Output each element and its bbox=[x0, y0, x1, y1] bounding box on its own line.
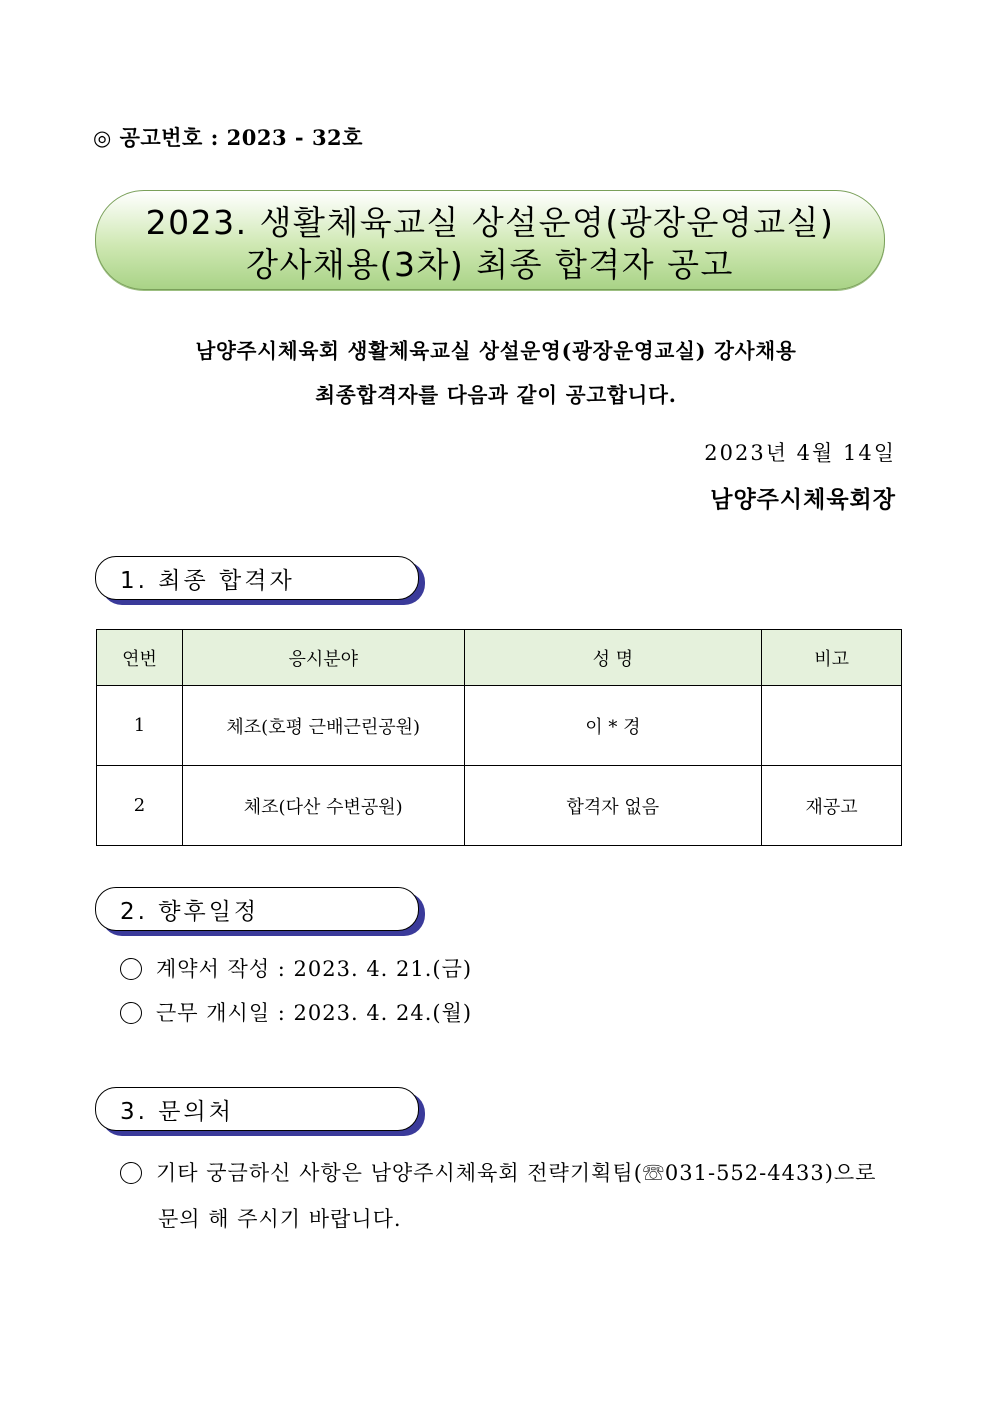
results-table bbox=[96, 629, 902, 846]
signer: 남양주시체육회장 bbox=[710, 486, 896, 513]
contact-text-line-2: 문의 해 주시기 바랍니다. bbox=[158, 1207, 402, 1231]
schedule-text: 계약서 작성 : 2023. 4. 21.(금) bbox=[156, 957, 473, 981]
intro-line-2: 최종합격자를 다음과 같이 공고합니다. bbox=[315, 383, 677, 407]
table-row bbox=[97, 686, 902, 766]
announcement-date: 2023년 4월 14일 bbox=[704, 441, 896, 465]
cell-remark: 재공고 bbox=[762, 766, 902, 846]
title-banner bbox=[95, 190, 885, 290]
title-line-1: 2023. 생활체육교실 상설운영(광장운영교실) bbox=[145, 203, 835, 242]
section-heading-contact bbox=[95, 1087, 419, 1131]
section-heading-label: 3. 문의처 bbox=[120, 1099, 234, 1125]
cell-remark bbox=[762, 686, 902, 766]
cell-field: 체조(다산 수변공원) bbox=[182, 766, 464, 846]
cell-name: 이 * 경 bbox=[464, 686, 762, 766]
header-field: 응시분야 bbox=[182, 630, 464, 686]
circle-bullet-icon bbox=[120, 958, 142, 980]
schedule-text: 근무 개시일 : 2023. 4. 24.(월) bbox=[156, 1001, 473, 1025]
header-remark: 비고 bbox=[762, 630, 902, 686]
header-no: 연번 bbox=[97, 630, 183, 686]
cell-no: 2 bbox=[97, 766, 183, 846]
notice-number: ◎ 공고번호 : 2023 - 32호 bbox=[93, 125, 363, 150]
contact-text-line-1: 기타 궁금하신 사항은 남양주시체육회 전략기획팀(☏031-552-4433)으로 bbox=[156, 1161, 877, 1185]
circle-bullet-icon bbox=[120, 1162, 142, 1184]
schedule-item-contract bbox=[120, 953, 472, 983]
circle-bullet-icon bbox=[120, 1002, 142, 1024]
cell-field: 체조(호평 근배근린공원) bbox=[182, 686, 464, 766]
title-line-2: 강사채용(3차) 최종 합격자 공고 bbox=[246, 245, 734, 284]
section-heading-label: 2. 향후일정 bbox=[120, 899, 260, 925]
schedule-item-start bbox=[120, 997, 472, 1027]
contact-item bbox=[120, 1157, 876, 1187]
header-name: 성 명 bbox=[464, 630, 762, 686]
section-heading-schedule bbox=[95, 887, 419, 931]
section-heading-label: 1. 최종 합격자 bbox=[120, 568, 295, 594]
intro-line-1: 남양주시체육회 생활체육교실 상설운영(광장운영교실) 강사채용 bbox=[195, 339, 797, 363]
section-heading-final-passers bbox=[95, 556, 419, 600]
table-header-row bbox=[97, 630, 902, 686]
cell-name: 합격자 없음 bbox=[464, 766, 762, 846]
table-row bbox=[97, 766, 902, 846]
cell-no: 1 bbox=[97, 686, 183, 766]
